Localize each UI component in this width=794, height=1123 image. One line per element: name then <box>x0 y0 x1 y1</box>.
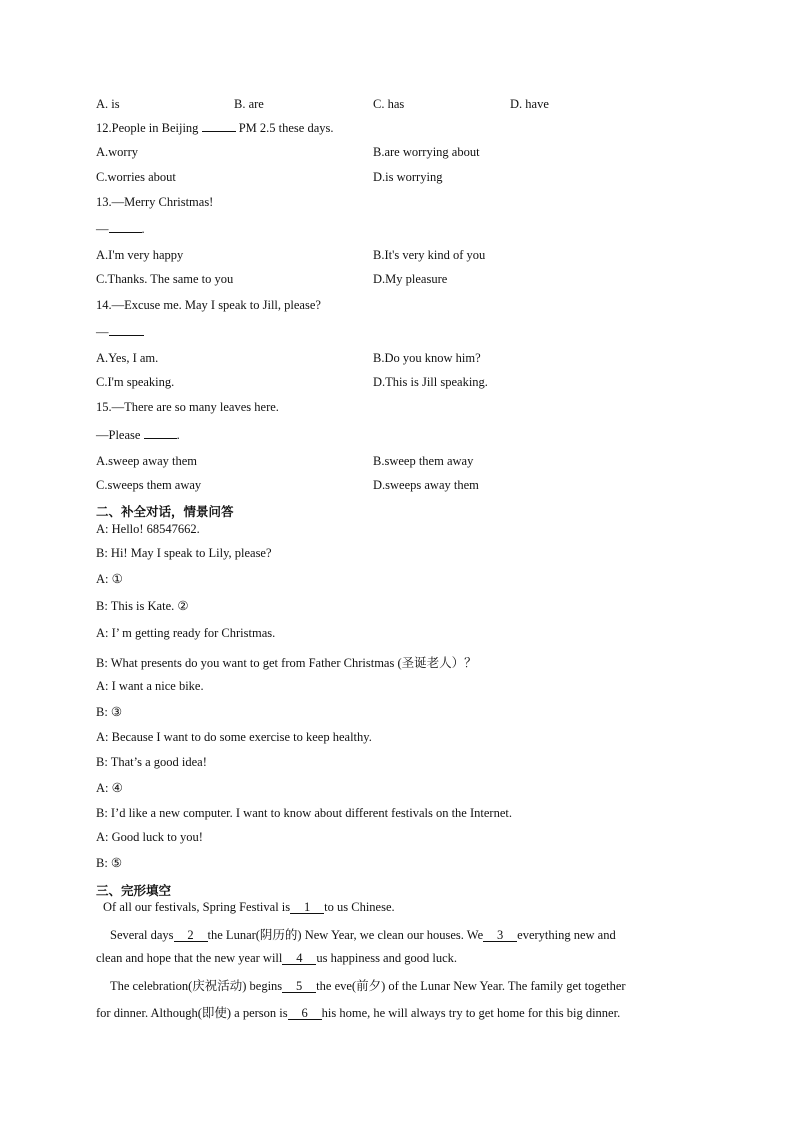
cloze-blank-2: 2 <box>174 929 208 942</box>
q14-dash: — <box>96 325 109 339</box>
cloze-blank-3: 3 <box>483 929 517 942</box>
q12-option-c: C.worries about <box>96 170 176 184</box>
cloze-text: the Lunar(阴历的) New Year, we clean our houses. We <box>207 928 484 942</box>
q14-option-b: B.Do you know him? <box>373 351 481 365</box>
dialogue-line: B: What presents do you want to get from Father Christmas (圣诞老人）？ <box>96 656 477 670</box>
cloze-blank-4: 4 <box>282 952 316 965</box>
q13-option-a: A.I'm very happy <box>96 248 184 262</box>
dialogue-line: B: ⑤ <box>96 856 123 870</box>
cloze-paragraph-3 <box>110 976 626 994</box>
q14-stem: 14.—Excuse me. May I speak to Jill, please? <box>96 298 321 312</box>
dialogue-line: B: ③ <box>96 705 123 719</box>
q14-option-a: A.Yes, I am. <box>96 351 159 365</box>
cloze-text: to us Chinese. <box>324 900 395 914</box>
q14-option-c: C.I'm speaking. <box>96 375 175 389</box>
q13-option-b: B.It's very kind of you <box>373 248 486 262</box>
q12-option-d: D.is worrying <box>373 170 443 184</box>
q13-option-c: C.Thanks. The same to you <box>96 272 234 286</box>
cloze-paragraph-3-cont <box>96 1003 620 1021</box>
q14-reply <box>96 325 144 340</box>
q11-option-a: A. is <box>96 97 120 111</box>
q12-stem <box>96 121 333 136</box>
q13-dash: — <box>96 222 109 236</box>
q12-stem-tail: PM 2.5 these days. <box>238 121 334 135</box>
q15-period: . <box>176 428 180 442</box>
cloze-text: the eve(前夕) of the Lunar New Year. The family get together <box>316 979 626 993</box>
q15-option-d: D.sweeps away them <box>373 478 479 492</box>
dialogue-line: A: I want a nice bike. <box>96 679 204 693</box>
dialogue-line: A: I’ m getting ready for Christmas. <box>96 626 276 640</box>
cloze-blank-5: 5 <box>282 980 316 993</box>
q15-option-b: B.sweep them away <box>373 454 474 468</box>
cloze-text: us happiness and good luck. <box>316 951 457 965</box>
cloze-text: everything new and <box>517 928 616 942</box>
dialogue-line: B: That’s a good idea! <box>96 755 207 769</box>
dialogue-line: A: Good luck to you! <box>96 830 203 844</box>
dialogue-line: B: Hi! May I speak to Lily, please? <box>96 546 272 560</box>
q12-option-a: A.worry <box>96 145 139 159</box>
q15-reply-text: —Please <box>96 428 141 442</box>
q15-blank <box>144 438 177 439</box>
cloze-blank-6: 6 <box>288 1007 322 1020</box>
q15-stem: 15.—There are so many leaves here. <box>96 400 279 414</box>
q12-stem-text: 12.People in Beijing <box>96 121 199 135</box>
q11-option-b: B. are <box>234 97 264 111</box>
q13-reply <box>96 222 145 237</box>
section2-title: 二、补全对话，情景问答 <box>96 504 234 519</box>
cloze-paragraph-1 <box>103 900 395 915</box>
cloze-text: his home, he will always try to get home for this big dinner. <box>321 1006 621 1020</box>
dialogue-line: A: ④ <box>96 781 123 795</box>
cloze-paragraph-2-cont <box>96 951 457 966</box>
cloze-paragraph-2 <box>110 925 616 943</box>
q14-option-d: D.This is Jill speaking. <box>373 375 488 389</box>
dialogue-line: B: I’d like a new computer. I want to know about different festivals on the Internet. <box>96 806 512 820</box>
dialogue-line: A: Because I want to do some exercise to keep healthy. <box>96 730 372 744</box>
cloze-blank-1: 1 <box>290 901 324 914</box>
q12-option-b: B.are worrying about <box>373 145 480 159</box>
q13-period: . <box>141 222 145 236</box>
cloze-text: for dinner. Although(即使) a person is <box>96 1006 288 1020</box>
q13-option-d: D.My pleasure <box>373 272 448 286</box>
cloze-text: clean and hope that the new year will <box>96 951 283 965</box>
q11-option-d: D. have <box>510 97 549 111</box>
q15-reply <box>96 428 180 443</box>
section3-title: 三、完形填空 <box>96 883 172 898</box>
dialogue-line: B: This is Kate. ② <box>96 599 189 613</box>
q11-option-c: C. has <box>373 97 405 111</box>
q12-blank <box>202 131 236 132</box>
q15-option-a: A.sweep away them <box>96 454 198 468</box>
dialogue-line: A: ① <box>96 572 123 586</box>
cloze-text: The celebration(庆祝活动) begins <box>110 979 283 993</box>
q15-option-c: C.sweeps them away <box>96 478 202 492</box>
cloze-text: Several days <box>110 928 174 942</box>
q14-blank <box>109 335 144 336</box>
cloze-text: Of all our festivals, Spring Festival is <box>103 900 291 914</box>
q13-blank <box>109 232 142 233</box>
q13-stem: 13.—Merry Christmas! <box>96 195 214 209</box>
dialogue-line: A: Hello! 68547662. <box>96 522 200 536</box>
